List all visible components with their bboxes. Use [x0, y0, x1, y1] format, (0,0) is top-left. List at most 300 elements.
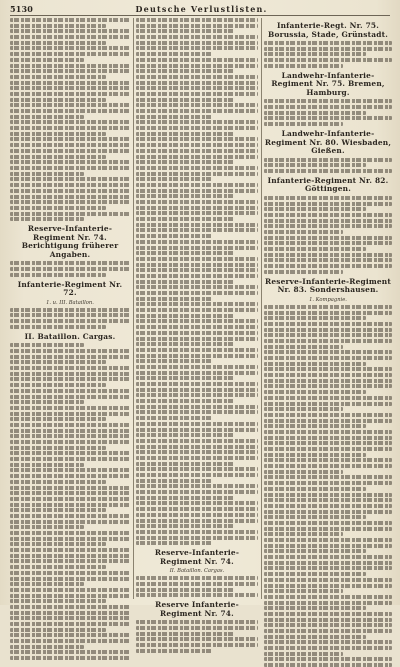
text-line: [264, 453, 366, 457]
text-line: [264, 618, 392, 622]
text-line: [10, 554, 130, 558]
text-line: [264, 544, 392, 548]
text-line: [10, 349, 130, 353]
text-line: [136, 354, 258, 358]
text-line: [136, 541, 212, 545]
text-line: [136, 582, 258, 586]
text-line: [264, 52, 366, 56]
text-line: [136, 143, 258, 147]
text-line: [136, 371, 258, 375]
text-line: [264, 207, 366, 211]
text-line: [264, 652, 343, 656]
text-line: [264, 163, 366, 167]
text-line: [264, 464, 392, 468]
page-header: [10, 3, 390, 14]
text-line: [10, 599, 106, 603]
text-line: [264, 258, 392, 262]
text-line: [10, 98, 106, 102]
text-line: [136, 342, 234, 346]
section-heading: Infanterie-Regt. Nr. 75. Borussia, Stade, Grünstadt.: [268, 21, 388, 39]
text-line: [10, 577, 130, 581]
text-line: [136, 399, 234, 403]
text-line: [10, 565, 106, 569]
text-line: [264, 111, 366, 115]
text-line: [136, 405, 258, 409]
text-line: [136, 359, 212, 363]
text-line: [10, 531, 130, 535]
text-line: [10, 81, 130, 85]
text-line: [10, 389, 130, 393]
text-line: [264, 213, 392, 217]
text-line: [264, 640, 392, 644]
text-line: [264, 99, 392, 103]
text-line: [10, 172, 84, 176]
text-line: [10, 486, 130, 490]
section-heading: Landwehr-Infanterie-Regiment Nr. 80. Wiesbaden, Gießen.: [264, 129, 392, 155]
text-line: [10, 195, 130, 199]
text-line: [136, 620, 258, 624]
text-line: [136, 473, 258, 477]
text-line: [10, 325, 106, 329]
text-line: [10, 132, 106, 136]
text-line: [136, 41, 258, 45]
text-line: [264, 270, 343, 274]
text-line: [136, 348, 258, 352]
text-line: [10, 120, 130, 124]
section-heading: Reserve Infanterie-Regiment Nr. 74.: [155, 600, 239, 618]
text-line: [264, 58, 392, 62]
text-line: [264, 390, 366, 394]
text-line: [264, 601, 392, 605]
text-line: [10, 46, 130, 50]
text-line: [264, 527, 392, 531]
text-line: [264, 384, 392, 388]
text-line: [10, 611, 130, 615]
text-line: [10, 457, 130, 461]
section-heading: Infanterie-Regiment Nr. 72.: [17, 279, 123, 298]
text-line: [10, 474, 130, 478]
text-line: [136, 64, 258, 68]
text-line: [10, 308, 130, 312]
text-line: [10, 355, 130, 359]
text-line: [10, 115, 84, 119]
text-line: [10, 366, 130, 370]
section-heading: Reserve-Infanterie-Regiment Nr. 74.: [154, 548, 240, 566]
text-line: [136, 240, 258, 244]
text-line: [136, 211, 258, 215]
text-line: [136, 274, 258, 278]
section-heading: Infanterie-Regiment Nr. 82. Göttingen.: [267, 175, 389, 194]
text-line: [10, 491, 130, 495]
text-line: [136, 416, 212, 420]
text-line: [10, 92, 130, 96]
text-line: [136, 365, 258, 369]
text-line: [10, 548, 130, 552]
text-line: [136, 86, 258, 90]
text-line: [10, 639, 130, 643]
text-line: [10, 212, 130, 216]
text-line: [264, 487, 366, 491]
text-line: [136, 234, 212, 238]
column-divider: [133, 18, 134, 599]
text-line: [136, 302, 258, 306]
text-line: [136, 388, 258, 392]
text-line: [10, 372, 130, 376]
text-line: [10, 126, 130, 130]
text-line: [10, 69, 130, 73]
text-line: [264, 311, 392, 315]
text-line: [10, 434, 130, 438]
text-line: [10, 86, 130, 90]
text-line: [10, 616, 130, 620]
text-line: [136, 496, 234, 500]
text-line: [136, 588, 234, 592]
text-line: [10, 588, 130, 592]
text-line: [136, 246, 258, 250]
text-line: [136, 126, 258, 130]
text-line: [136, 530, 258, 534]
text-line: [264, 475, 392, 479]
text-line: [136, 513, 258, 517]
text-line: [10, 377, 130, 381]
text-line: [136, 137, 258, 141]
text-line: [136, 484, 258, 488]
text-line: [264, 105, 392, 109]
text-line: [264, 578, 392, 582]
text-line: [10, 383, 106, 387]
text-line: [10, 137, 130, 141]
text-line: [10, 200, 130, 204]
text-line: [136, 331, 258, 335]
text-line: [136, 194, 234, 198]
text-line: [10, 542, 106, 546]
text-line: [10, 628, 106, 632]
text-line: [136, 393, 258, 397]
text-line: [264, 589, 343, 593]
text-line: [264, 521, 392, 525]
text-line: [136, 314, 234, 318]
text-line: [136, 75, 258, 79]
text-line: [264, 646, 392, 650]
text-line: [136, 160, 234, 164]
column-divider: [261, 18, 262, 599]
text-line: [136, 524, 234, 528]
text-line: [264, 538, 392, 542]
text-line: [264, 41, 392, 45]
text-line: [10, 143, 130, 147]
text-line: [10, 446, 106, 450]
text-line: [264, 561, 392, 565]
text-line: [136, 632, 234, 636]
text-line: [264, 241, 392, 245]
text-line: [10, 650, 130, 654]
text-line: [136, 519, 258, 523]
text-line: [10, 503, 130, 507]
text-line: [264, 629, 392, 633]
text-line: [10, 508, 106, 512]
text-line: [10, 360, 106, 364]
text-line: [264, 447, 392, 451]
text-line: [136, 450, 258, 454]
text-line: [264, 196, 392, 200]
text-line: [136, 280, 234, 284]
text-line: [264, 612, 392, 616]
text-line: [264, 350, 392, 354]
text-line: [136, 29, 234, 33]
text-line: [136, 109, 258, 113]
text-line: [264, 339, 392, 343]
text-line: [10, 423, 130, 427]
text-line: [10, 497, 130, 501]
text-line: [136, 319, 258, 323]
text-line: [264, 441, 392, 445]
text-line: [264, 322, 392, 326]
text-line: [10, 75, 106, 79]
subsection-heading: 1. Kompagnie.: [309, 296, 347, 303]
text-line: [10, 206, 106, 210]
text-line: [10, 582, 84, 586]
text-line: [264, 635, 366, 639]
text-line: [136, 263, 258, 267]
text-line: [264, 158, 392, 162]
text-line: [10, 440, 130, 444]
text-line: [10, 417, 106, 421]
text-line: [264, 572, 366, 576]
text-line: [264, 64, 343, 68]
text-line: [264, 515, 366, 519]
text-line: [136, 422, 258, 426]
section-heading: Landwehr-Infanterie-Regiment Nr. 75. Bremen, Hamburg.: [271, 70, 385, 97]
text-line: [136, 649, 212, 653]
text-line: [264, 430, 392, 434]
text-line: [136, 228, 258, 232]
text-line: [136, 120, 258, 124]
text-line: [136, 439, 258, 443]
text-line: [264, 367, 392, 371]
text-line: [10, 605, 130, 609]
text-line: [264, 396, 392, 400]
text-line: [136, 501, 258, 505]
text-line: [10, 267, 130, 271]
text-line: [10, 319, 130, 323]
text-line: [10, 525, 84, 529]
text-line: [136, 149, 258, 153]
text-line: [136, 172, 258, 176]
text-line: [264, 219, 392, 223]
text-line: [264, 253, 392, 257]
text-line: [10, 189, 130, 193]
text-line: [10, 24, 106, 28]
text-line: [264, 202, 392, 206]
text-line: [136, 456, 258, 460]
text-line: [264, 407, 343, 411]
text-line: [136, 58, 258, 62]
text-line: [136, 626, 258, 630]
text-line: [136, 155, 258, 159]
text-line: [264, 584, 392, 588]
text-line: [136, 166, 258, 170]
text-line: [10, 645, 84, 649]
text-line: [136, 490, 258, 494]
text-line: [136, 132, 234, 136]
text-line: [136, 462, 234, 466]
text-line: [264, 116, 392, 120]
text-line: [264, 510, 392, 514]
text-line: [136, 35, 258, 39]
text-line: [136, 81, 258, 85]
text-line: [136, 200, 258, 204]
text-line: [10, 395, 130, 399]
text-line: [136, 98, 234, 102]
text-line: [264, 549, 366, 553]
text-line: [264, 481, 392, 485]
text-line: [10, 463, 84, 467]
text-line: [136, 183, 258, 187]
text-line: [136, 24, 258, 28]
text-line: [10, 217, 84, 221]
text-line: [10, 155, 106, 159]
text-line: [10, 109, 130, 113]
text-line: [10, 313, 130, 317]
text-line: [10, 429, 130, 433]
text-line: [264, 305, 392, 309]
text-line: [264, 373, 392, 377]
text-line: [10, 594, 130, 598]
text-line: [10, 103, 130, 107]
text-line: [136, 479, 212, 483]
text-column-3: [264, 18, 392, 599]
text-line: [136, 291, 258, 295]
text-line: [10, 58, 84, 62]
text-line: [136, 593, 258, 597]
text-line: [136, 445, 258, 449]
text-line: [10, 633, 130, 637]
text-line: [10, 451, 130, 455]
text-line: [136, 325, 258, 329]
text-line: [10, 29, 130, 33]
text-line: [10, 571, 130, 575]
text-line: [264, 663, 392, 667]
text-line: [264, 264, 392, 268]
text-line: [136, 433, 234, 437]
text-column-1: [10, 18, 130, 599]
text-line: [136, 643, 258, 647]
text-line: [136, 376, 234, 380]
running-title: Deutsche Verlustlisten.: [135, 3, 268, 14]
subsection-heading: 1. u. III. Bataillon.: [46, 299, 94, 306]
text-line: [10, 52, 130, 56]
text-line: [136, 382, 258, 386]
text-line: [264, 504, 392, 508]
text-line: [136, 507, 258, 511]
text-line: [264, 532, 343, 536]
text-line: [10, 468, 130, 472]
text-line: [264, 122, 343, 126]
text-line: [264, 424, 366, 428]
text-line: [10, 406, 130, 410]
text-line: [10, 183, 130, 187]
text-line: [136, 177, 212, 181]
text-line: [10, 514, 130, 518]
text-line: [10, 149, 130, 153]
text-line: [264, 362, 366, 366]
text-line: [136, 576, 258, 580]
text-line: [136, 337, 258, 341]
text-line: [264, 419, 392, 423]
text-line: [136, 52, 212, 56]
text-line: [10, 559, 130, 563]
text-line: [10, 261, 130, 265]
text-line: [264, 224, 392, 228]
text-line: [264, 555, 392, 559]
text-line: [264, 493, 392, 497]
section-heading: Reserve-Infanterie-Regiment Nr. 83. Sondershausen.: [265, 276, 391, 295]
text-line: [10, 64, 130, 68]
text-line: [10, 273, 106, 277]
text-line: [10, 160, 130, 164]
text-line: [264, 230, 343, 234]
text-line: [136, 297, 212, 301]
text-line: [136, 217, 234, 221]
text-line: [264, 566, 392, 570]
text-line: [136, 69, 234, 73]
text-line: [136, 115, 212, 119]
text-line: [264, 316, 366, 320]
text-line: [136, 18, 258, 22]
text-line: [10, 520, 130, 524]
text-line: [264, 606, 366, 610]
text-line: [10, 656, 130, 660]
text-line: [136, 103, 258, 107]
text-line: [264, 345, 343, 349]
text-line: [136, 467, 258, 471]
text-line: [136, 308, 258, 312]
text-line: [264, 498, 392, 502]
text-line: [10, 41, 106, 45]
text-line: [264, 379, 392, 383]
text-line: [136, 206, 258, 210]
text-line: [136, 92, 258, 96]
text-line: [136, 428, 258, 432]
text-line: [264, 47, 392, 51]
text-line: [10, 166, 130, 170]
section-heading: Reserve-Infanterie-Regiment Nr. 74. Berichtigung früherer Angaben.: [21, 224, 119, 259]
text-line: [264, 436, 392, 440]
section-heading: II. Bataillon. Cargas.: [24, 331, 116, 341]
text-line: [10, 343, 84, 347]
text-line: [10, 35, 130, 39]
text-line: [136, 268, 258, 272]
text-column-2: [136, 18, 258, 618]
text-line: [136, 257, 258, 261]
text-line: [136, 285, 258, 289]
text-line: [136, 251, 234, 255]
text-line: [136, 637, 258, 641]
text-line: [264, 169, 392, 173]
text-line: [264, 413, 392, 417]
text-line: [10, 177, 130, 181]
text-line: [10, 537, 130, 541]
text-line: [10, 18, 130, 22]
text-line: [264, 333, 392, 337]
text-line: [264, 657, 392, 661]
text-line: [264, 595, 392, 599]
text-line: [136, 410, 258, 414]
text-line: [136, 189, 258, 193]
header-rule: [10, 15, 390, 16]
text-line: [264, 470, 343, 474]
text-line: [10, 412, 130, 416]
